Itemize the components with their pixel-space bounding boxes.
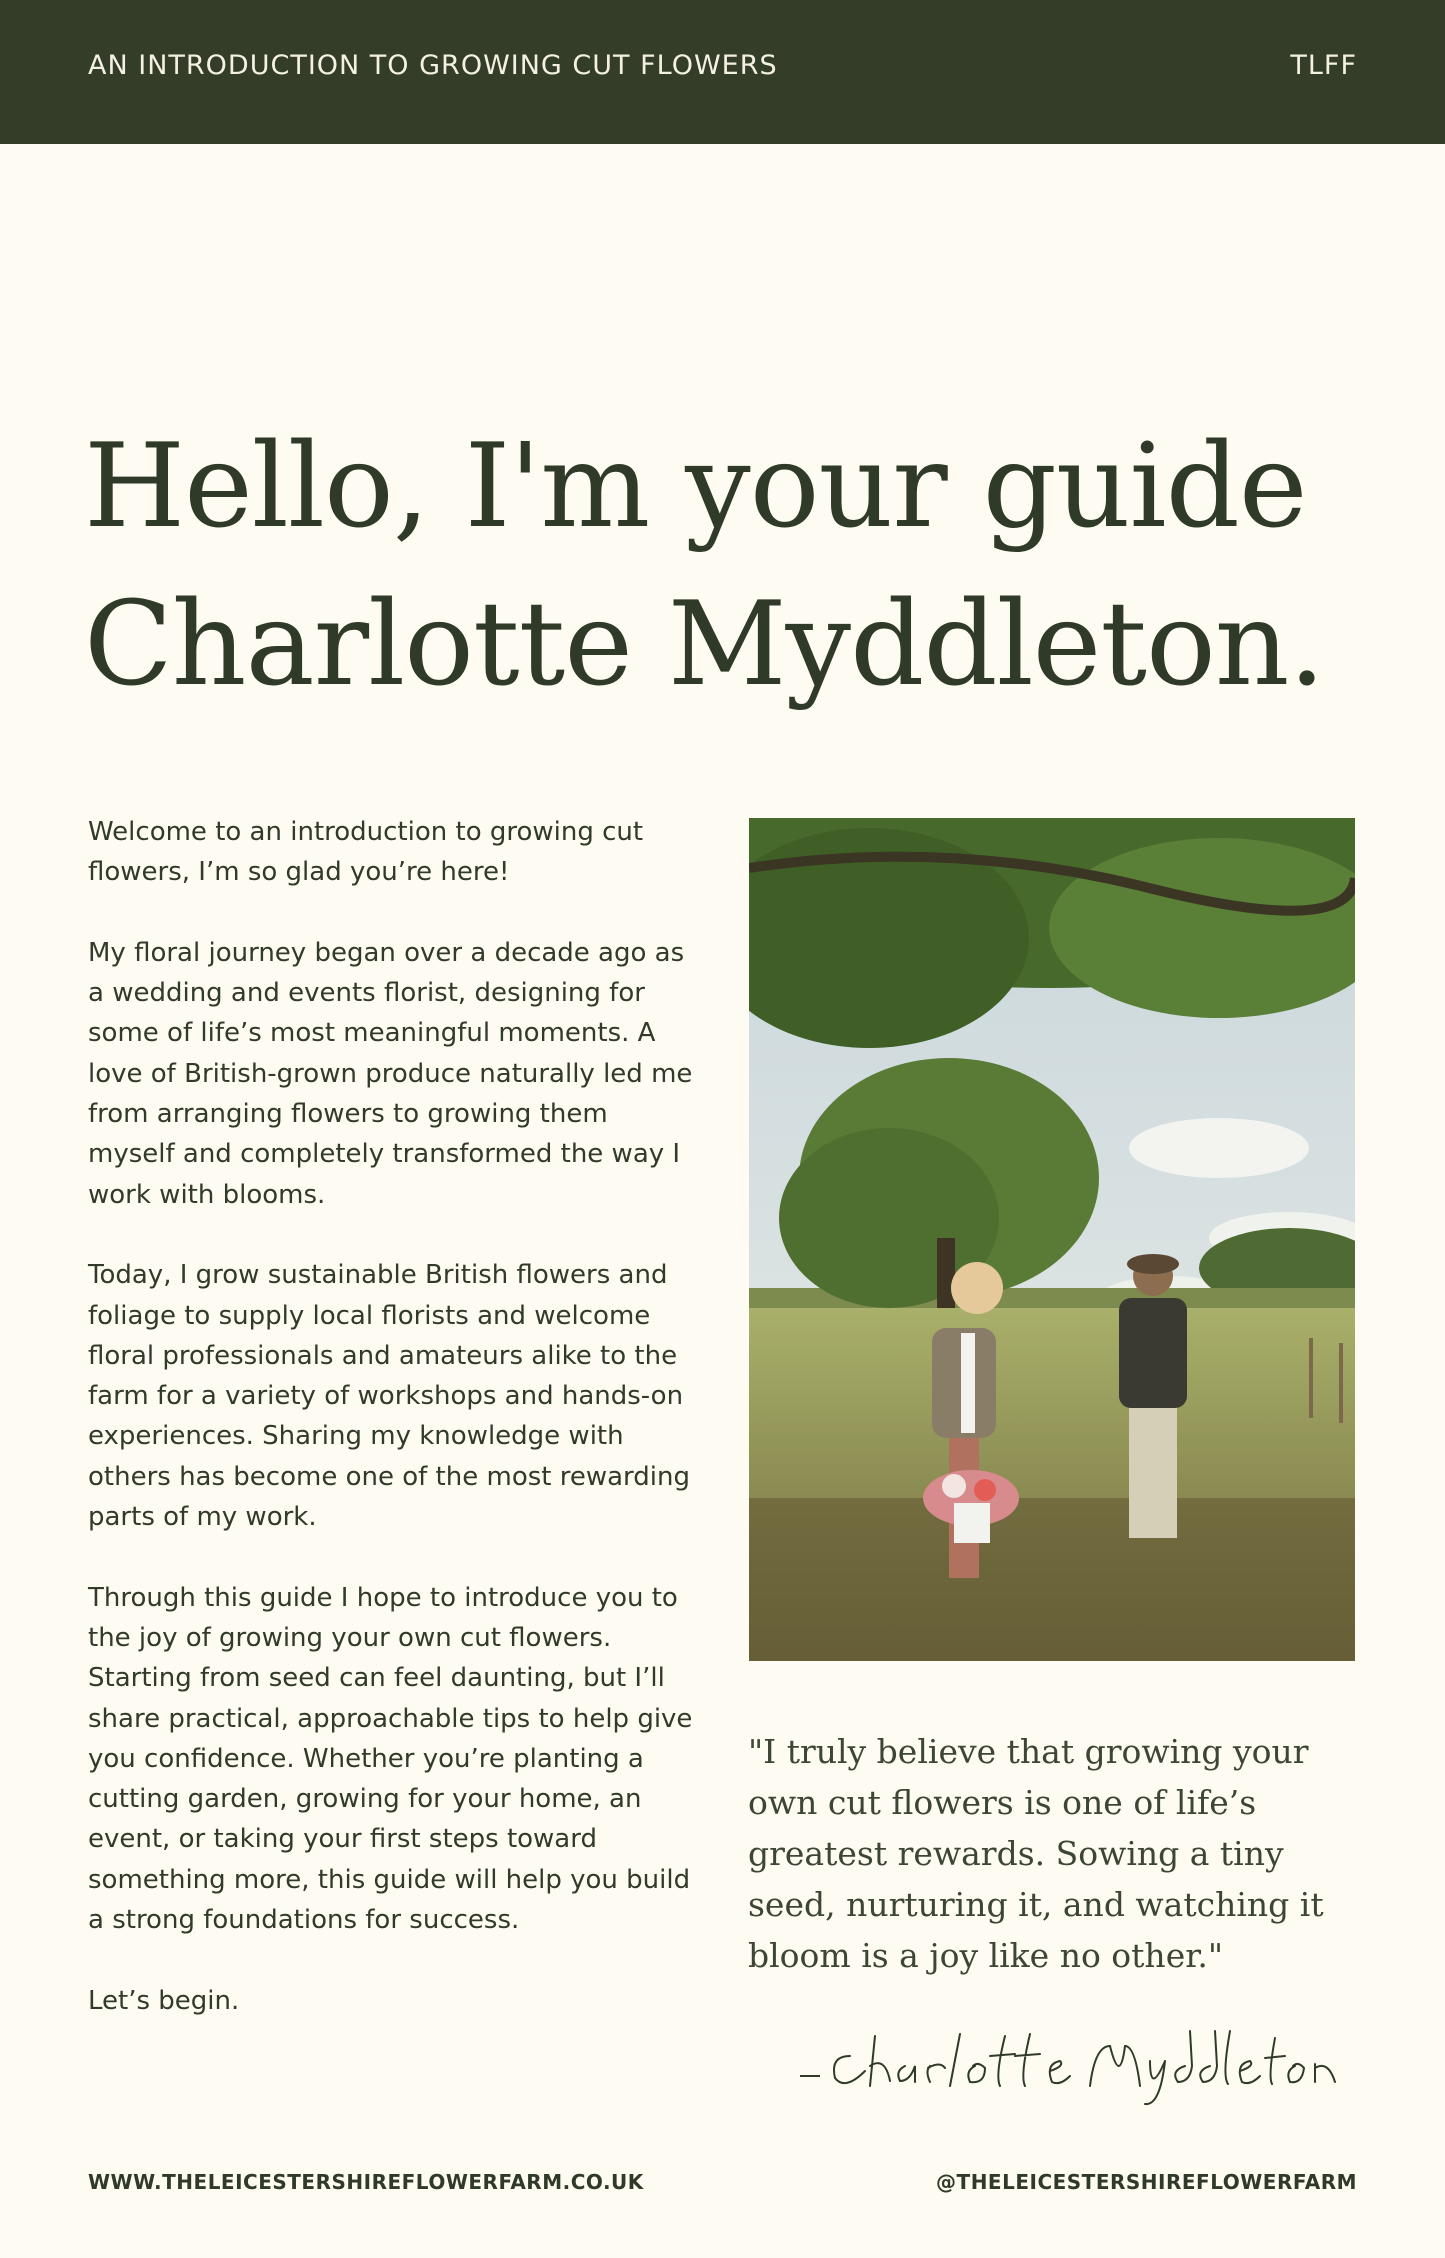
headline-line-2: Charlotte Myddleton.: [84, 577, 1325, 712]
brand-mark: TLFF: [1290, 50, 1357, 81]
paragraph: Today, I grow sustainable British flowers and foliage to supply local florists and welcome floral professionals and amateurs alike to the farm for a variety of workshops and hands-on experiences. Sharing my knowledge with others has become one of the most rewarding parts of my work.: [88, 1260, 690, 1533]
website-link[interactable]: WWW.THELEICESTERSHIREFLOWERFARM.CO.UK: [88, 2170, 644, 2194]
document-title: AN INTRODUCTION TO GROWING CUT FLOWERS: [88, 50, 778, 81]
farm-photo: [749, 818, 1355, 1661]
pull-quote: "I truly believe that growing your own cut flowers is one of life’s greatest rewards. Sowing a tiny seed, nurturing it, and watching it bloom is a joy like no other.": [748, 1732, 1324, 1975]
headline-line-1: Hello, I'm your guide: [84, 419, 1307, 554]
paragraph: Welcome to an introduction to growing cut flowers, I’m so glad you’re here!: [88, 817, 644, 888]
paragraph: My floral journey began over a decade ago as a wedding and events florist, designing for some of life’s most meaningful moments. A love of British-grown produce naturally led me from arranging flowers to growing them myself and completely transformed the way I work with blooms.: [88, 937, 693, 1210]
page-headline: [84, 408, 1384, 724]
header-bar: [0, 0, 1445, 144]
paragraph: Through this guide I hope to introduce you to the joy of growing your own cut flowers. Starting from seed can feel daunting, but I’ll share practical, approachable tips to help give you confidence. Whether you’re planting a cutting garden, growing for your home, an event, or taking your first steps toward something more, this guide will help you build a strong foundations for success.: [88, 1582, 693, 1936]
paragraph: Let’s begin.: [88, 1985, 240, 2016]
signature: [790, 2016, 1350, 2106]
social-handle[interactable]: @THELEICESTERSHIREFLOWERFARM: [936, 2170, 1357, 2194]
intro-text: [88, 812, 698, 2061]
